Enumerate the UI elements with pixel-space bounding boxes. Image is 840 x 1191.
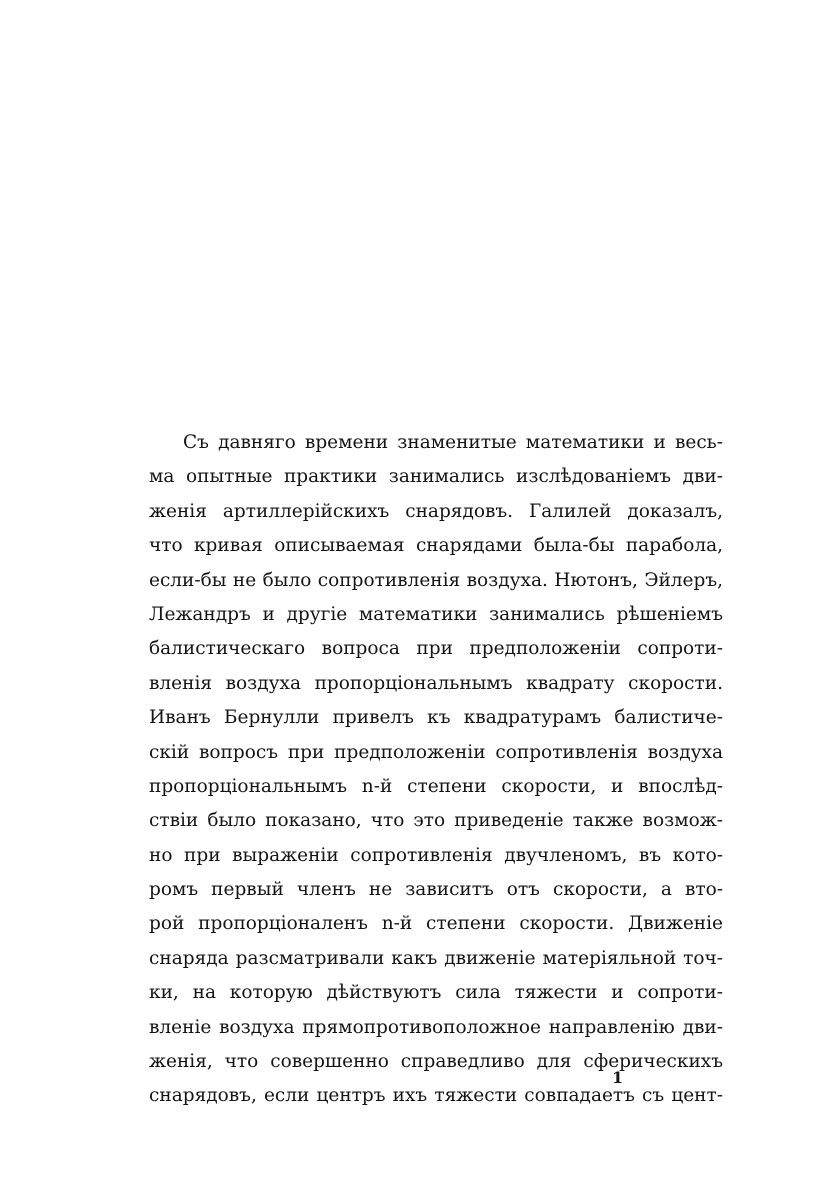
text-line: вленіе воздуха прямопротивоположное направленію дви- <box>149 1016 723 1038</box>
body-paragraph <box>149 426 723 1114</box>
text-line: Лежандръ и другіе математики занимались рѣшеніемъ <box>149 603 723 625</box>
text-line: если-бы не было сопротивленія воздуха. Нютонъ, Эйлеръ, <box>149 569 723 591</box>
text-line: Иванъ Бернулли привелъ къ квадратурамъ балистиче- <box>149 707 723 729</box>
text-line: что кривая описываемая снарядами была-бы парабола, <box>149 535 723 557</box>
text-line: Съ давняго времени знаменитые математики и весь- <box>183 432 723 453</box>
text-line: балистическаго вопроса при предположеніи сопроти- <box>149 638 723 660</box>
page-number: 1 <box>612 1068 624 1087</box>
text-line: скій вопросъ при предположеніи сопротивленія воздуха <box>149 741 723 763</box>
text-line: пропорціональнымъ n-й степени скорости, и впослѣд- <box>149 775 723 797</box>
text-line: снаряда разсматривали какъ движеніе матеріяльной точ- <box>149 947 723 969</box>
text-line: ромъ первый членъ не зависитъ отъ скорости, а вто- <box>149 879 723 901</box>
text-line: рой пропорціоналенъ n-й степени скорости. Движеніе <box>149 913 723 935</box>
text-line: женія артиллерійскихъ снарядовъ. Галилей доказалъ, <box>149 500 723 522</box>
text-line: женія, что совершенно справедливо для сферическихъ <box>149 1051 723 1073</box>
text-line: ма опытные практики занимались изслѣдованіемъ дви- <box>149 466 723 488</box>
text-line: ки, на которую дѣйствуютъ сила тяжести и сопроти- <box>149 982 723 1004</box>
text-line: снарядовъ, если центръ ихъ тяжести совпадаетъ съ цент- <box>149 1085 723 1107</box>
text-line: вленія воздуха пропорціональнымъ квадрату скорости. <box>149 672 723 694</box>
text-line: ствіи было показано, что это приведеніе также возмож- <box>149 810 723 832</box>
text-line: но при выраженіи сопротивленія двучленомъ, въ кото- <box>149 844 723 866</box>
